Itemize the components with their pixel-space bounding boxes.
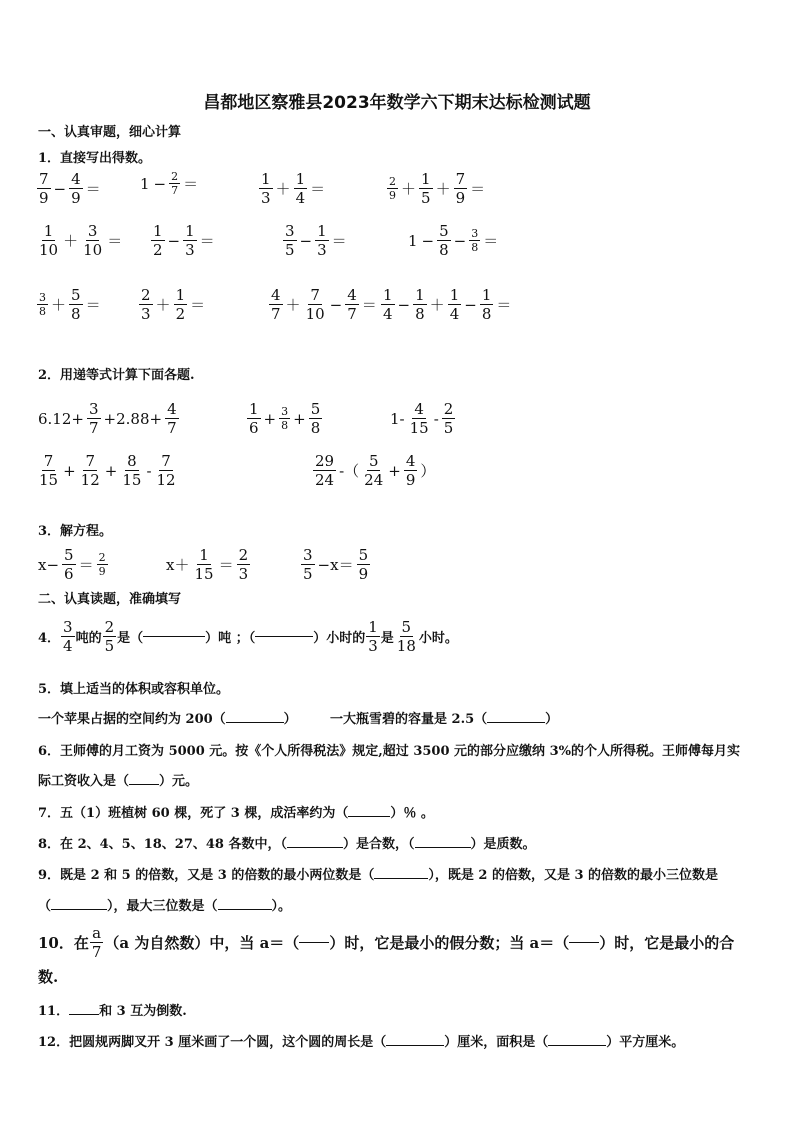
q5-answer-blank-2[interactable] xyxy=(487,722,545,723)
numerator: 3 xyxy=(303,546,313,564)
q2-expr xyxy=(36,400,180,437)
numerator: 2 xyxy=(389,175,396,188)
numerator: 1 xyxy=(421,170,431,188)
q4-text: ）小时的 xyxy=(313,631,366,646)
fraction xyxy=(247,400,261,437)
numerator: 3 xyxy=(88,400,99,418)
operator: ＋ xyxy=(63,232,79,250)
numerator: 3 xyxy=(63,618,73,636)
denominator: 7 xyxy=(91,943,102,961)
numerator: 4 xyxy=(271,286,281,304)
numerator: 2 xyxy=(443,400,454,418)
q1-expr xyxy=(386,170,487,207)
operator: ＝ xyxy=(199,232,215,250)
numerator: 7 xyxy=(85,452,95,470)
q1-expr xyxy=(268,286,379,323)
question-9-line-2 xyxy=(38,895,291,914)
denominator: 9 xyxy=(98,565,106,578)
q1-expr xyxy=(36,170,103,207)
operator: + xyxy=(104,461,118,480)
numerator: 5 xyxy=(368,452,379,470)
fraction xyxy=(37,291,48,318)
denominator: 18 xyxy=(396,637,416,655)
denominator: 3 xyxy=(317,241,327,259)
operator: ＝ xyxy=(183,175,199,193)
fraction xyxy=(81,222,104,259)
operator: ＝ xyxy=(78,556,94,574)
numerator: 5 xyxy=(310,400,321,418)
numerator: 1 xyxy=(185,222,195,240)
operator: − xyxy=(397,295,411,314)
fraction xyxy=(139,286,153,323)
fraction xyxy=(79,452,102,489)
fraction xyxy=(408,400,431,437)
q5-a-end: ） xyxy=(283,712,297,727)
q11-answer-blank[interactable] xyxy=(69,1014,99,1015)
q8-text: 8．在 2、4、5、18、27、48 各数中，（ xyxy=(38,837,288,852)
q4-text: 是 xyxy=(380,631,394,646)
operator: − xyxy=(464,295,477,314)
fraction xyxy=(237,546,251,583)
page-title: 昌都地区察雅县2023年数学六下期末达标检测试题 xyxy=(203,93,591,113)
denominator: 8 xyxy=(39,305,46,318)
operator: ＝ xyxy=(361,296,377,314)
denominator: 9 xyxy=(389,189,396,202)
fraction xyxy=(315,222,329,259)
denominator: 8 xyxy=(281,419,289,432)
numerator: 4 xyxy=(414,400,424,418)
numerator: 1 xyxy=(175,286,186,304)
question-8 xyxy=(38,833,536,852)
numerator: 3 xyxy=(87,222,98,240)
operator: ） xyxy=(420,462,436,480)
denominator: 8 xyxy=(481,305,492,323)
question-4 xyxy=(38,618,458,655)
numerator: 1 xyxy=(43,222,54,240)
section-heading-2: 二、认真读题，准确填写 xyxy=(38,592,182,607)
numerator: 1 xyxy=(199,546,209,564)
fraction xyxy=(259,170,273,207)
numerator: 7 xyxy=(455,170,466,188)
question-11 xyxy=(38,1000,187,1019)
operator: ＝ xyxy=(218,556,234,574)
operator: −x＝ xyxy=(317,556,354,574)
operator: -（ xyxy=(339,462,360,480)
operator: ＋ xyxy=(429,296,445,314)
fraction xyxy=(469,227,480,254)
question-6-line-1: 6．王师傅的月工资为 5000 元。按《个人所得税法》规定,超过 3500 元的部分应缴纳 3%的个人所得税。王师傅每月实 xyxy=(38,744,740,759)
operator: ＝ xyxy=(85,296,101,314)
q4-num: 4． xyxy=(38,631,61,646)
fraction xyxy=(442,400,456,437)
operator: − xyxy=(53,179,67,198)
fraction xyxy=(192,546,215,583)
operator: ＋ xyxy=(51,296,67,314)
numerator: 4 xyxy=(167,400,177,418)
numerator: 1 xyxy=(295,170,306,188)
denominator: 7 xyxy=(271,305,281,323)
q5-answer-blank-1[interactable] xyxy=(226,722,284,723)
operator: − xyxy=(421,231,435,250)
numerator: 5 xyxy=(71,286,81,304)
q2-expr xyxy=(246,400,323,437)
fraction xyxy=(419,170,433,207)
operator: − xyxy=(299,231,313,250)
operator: ＝ xyxy=(483,232,499,250)
question-5-a xyxy=(38,708,297,727)
numerator: 5 xyxy=(64,546,74,564)
numerator: 5 xyxy=(358,546,369,564)
q4-fraction-1 xyxy=(61,618,75,655)
denominator: 2 xyxy=(175,305,186,323)
q10-answer-blank-1[interactable] xyxy=(299,942,329,943)
operator: − xyxy=(167,231,181,250)
fraction xyxy=(413,286,427,323)
q9-text: ），最大三位数是（ xyxy=(107,899,218,914)
q11-text-end: 和 3 互为倒数. xyxy=(99,1004,187,1019)
numerator: 29 xyxy=(315,452,335,470)
denominator: 2 xyxy=(153,241,163,259)
numerator: 1 xyxy=(317,222,327,240)
fraction xyxy=(294,170,308,207)
q1-expr xyxy=(258,170,327,207)
fraction xyxy=(283,222,297,259)
numerator: 3 xyxy=(39,291,46,304)
numerator: 7 xyxy=(161,452,171,470)
fraction xyxy=(69,286,83,323)
q2-expr xyxy=(36,452,179,489)
fraction xyxy=(362,452,385,489)
question-5-b xyxy=(330,708,558,727)
denominator: 9 xyxy=(39,189,49,207)
q9-answer-blank-3[interactable] xyxy=(218,909,272,910)
fraction xyxy=(357,546,371,583)
q8-answer-blank-2[interactable] xyxy=(415,847,471,848)
denominator: 5 xyxy=(303,565,313,583)
q3-expr xyxy=(300,546,371,583)
denominator: 7 xyxy=(171,184,179,197)
denominator: 3 xyxy=(141,305,151,323)
q10-text: （a 为自然数）中，当 a＝（ xyxy=(104,934,300,952)
operator: +2.88+ xyxy=(103,409,163,428)
operator: ＝ xyxy=(190,296,206,314)
numerator: 2 xyxy=(238,546,249,564)
denominator: 24 xyxy=(364,471,384,489)
denominator: 3 xyxy=(185,241,195,259)
operator: ＋ xyxy=(155,296,171,314)
fraction xyxy=(404,452,418,489)
operator: ＝ xyxy=(107,232,123,250)
denominator: 3 xyxy=(238,565,249,583)
operator: x＋ xyxy=(166,556,190,574)
operator: - xyxy=(146,461,152,480)
q4-fraction-2 xyxy=(103,618,117,655)
q12-answer-blank-2[interactable] xyxy=(548,1045,606,1046)
q6-text-end: ）元。 xyxy=(159,774,199,789)
numerator: 1 xyxy=(249,400,259,418)
operator: x− xyxy=(38,555,60,574)
q1-expr xyxy=(138,170,200,197)
operator: 1 xyxy=(140,174,150,193)
operator: 1- xyxy=(390,409,405,428)
operator: ＝ xyxy=(496,296,512,314)
fraction xyxy=(480,286,494,323)
numerator: 5 xyxy=(401,618,412,636)
denominator: 9 xyxy=(71,189,81,207)
q4-text: 是（ xyxy=(117,631,144,646)
operator: − xyxy=(329,295,343,314)
fraction xyxy=(279,405,290,432)
numerator: 4 xyxy=(71,170,81,188)
numerator: 1 xyxy=(261,170,271,188)
q3-expr xyxy=(36,546,109,583)
q11-text: 11． xyxy=(38,1004,70,1019)
q9-text-end: ）。 xyxy=(271,899,292,914)
q12-text-end: ）平方厘米。 xyxy=(606,1035,685,1050)
denominator: 8 xyxy=(71,305,81,323)
numerator: 1 xyxy=(368,618,378,636)
operator: + xyxy=(388,461,401,480)
denominator: 15 xyxy=(122,471,142,489)
fraction xyxy=(69,170,83,207)
numerator: 2 xyxy=(171,170,179,183)
denominator: 9 xyxy=(405,471,416,489)
fraction xyxy=(151,222,165,259)
operator: ＝ xyxy=(331,232,347,250)
fraction xyxy=(37,222,60,259)
denominator: 8 xyxy=(310,419,321,437)
denominator: 8 xyxy=(439,241,449,259)
q10-answer-blank-2[interactable] xyxy=(569,942,599,943)
denominator: 5 xyxy=(443,419,454,437)
numerator: 8 xyxy=(127,452,137,470)
question-9-line-1 xyxy=(38,864,718,883)
q3-expr xyxy=(164,546,251,583)
fraction xyxy=(304,286,327,323)
operator: + xyxy=(263,409,277,428)
q7-answer-blank[interactable] xyxy=(348,816,390,817)
q9-text: 9．既是 2 和 5 的倍数，又是 3 的倍数的最小两位数是（ xyxy=(38,868,375,883)
operator: ＋ xyxy=(435,180,451,198)
q9-answer-blank-2[interactable] xyxy=(51,909,107,910)
q12-text: ）厘米，面积是（ xyxy=(444,1035,549,1050)
denominator: 15 xyxy=(409,419,429,437)
fraction xyxy=(381,286,395,323)
q4-fraction-3 xyxy=(366,618,380,655)
denominator: 4 xyxy=(295,189,306,207)
fraction xyxy=(165,400,179,437)
fraction xyxy=(437,222,451,259)
fraction xyxy=(37,170,51,207)
q1-expr xyxy=(36,222,124,259)
fraction xyxy=(454,170,468,207)
numerator: 1 xyxy=(383,286,393,304)
denominator: 3 xyxy=(368,637,378,655)
fraction xyxy=(313,452,336,489)
numerator: 5 xyxy=(439,222,449,240)
numerator: 7 xyxy=(310,286,320,304)
denominator: 10 xyxy=(83,241,103,259)
denominator: 10 xyxy=(39,241,59,259)
numerator: 1 xyxy=(415,286,425,304)
denominator: 6 xyxy=(64,565,74,583)
fraction xyxy=(97,551,108,578)
q10-text: ）时，它是最小的假分数；当 a＝（ xyxy=(329,934,570,952)
denominator: 7 xyxy=(88,419,99,437)
question-7 xyxy=(38,802,434,821)
operator: ＋ xyxy=(275,180,291,198)
denominator: 7 xyxy=(347,305,357,323)
operator: ＝ xyxy=(85,180,101,198)
denominator: 15 xyxy=(194,565,214,583)
q10-text: ）时，它是最小的合 xyxy=(599,934,735,952)
question-5-label: 5．填上适当的体积或容积单位。 xyxy=(38,682,230,697)
q12-answer-blank-1[interactable] xyxy=(386,1045,444,1046)
numerator: 7 xyxy=(39,170,49,188)
fraction xyxy=(169,170,180,197)
question-6-line-2 xyxy=(38,770,198,789)
denominator: 24 xyxy=(315,471,335,489)
question-2-label: 2．用递等式计算下面各题. xyxy=(38,368,195,383)
operator: 1 xyxy=(408,231,418,250)
numerator: 1 xyxy=(449,286,460,304)
q1-expr xyxy=(36,286,103,323)
numerator: 4 xyxy=(347,286,357,304)
denominator: 9 xyxy=(358,565,369,583)
q4-text: 小时。 xyxy=(418,631,458,646)
operator: ＋ xyxy=(401,180,417,198)
numerator: 2 xyxy=(141,286,151,304)
numerator: a xyxy=(92,924,102,942)
q4-answer-blank-1[interactable] xyxy=(143,636,205,637)
q1-expr xyxy=(282,222,349,259)
fraction xyxy=(301,546,315,583)
denominator: 5 xyxy=(285,241,295,259)
fraction xyxy=(309,400,323,437)
numerator: 2 xyxy=(104,618,115,636)
operator: + xyxy=(293,409,306,428)
q12-text: 12．把圆规两脚叉开 3 厘米画了一个圆，这个圆的周长是（ xyxy=(38,1035,387,1050)
numerator: 4 xyxy=(405,452,416,470)
operator: − xyxy=(453,231,467,250)
q10-text: 10．在 xyxy=(38,934,89,952)
denominator: 8 xyxy=(471,241,479,254)
q8-text: ）是合数，（ xyxy=(343,837,415,852)
fraction xyxy=(120,452,143,489)
denominator: 4 xyxy=(449,305,460,323)
denominator: 10 xyxy=(305,305,325,323)
operator: − xyxy=(153,174,167,193)
q1-expr xyxy=(406,222,500,259)
denominator: 5 xyxy=(421,189,431,207)
operator: 6.12+ xyxy=(38,409,84,428)
section-heading-1: 一、认真审题，细心计算 xyxy=(38,125,182,140)
q5-b-end: ） xyxy=(545,712,559,727)
q9-text: ），既是 2 的倍数，又是 3 的倍数的最小三位数是 xyxy=(428,868,719,883)
question-10-line-2: 数. xyxy=(38,968,59,986)
q1-expr xyxy=(150,222,217,259)
numerator: 1 xyxy=(481,286,492,304)
fraction xyxy=(62,546,76,583)
q1-expr xyxy=(138,286,207,323)
question-3-label: 3．解方程。 xyxy=(38,524,113,539)
numerator: 3 xyxy=(285,222,295,240)
denominator: 3 xyxy=(261,189,271,207)
q7-text-end: ）％ 。 xyxy=(390,806,434,821)
numerator: 3 xyxy=(471,227,479,240)
operator: ＋ xyxy=(285,296,301,314)
fraction xyxy=(269,286,283,323)
denominator: 12 xyxy=(80,471,100,489)
q6-text: 际工资收入是（ xyxy=(38,774,130,789)
denominator: 7 xyxy=(167,419,177,437)
fraction xyxy=(387,175,398,202)
fraction xyxy=(183,222,197,259)
q9-answer-blank-1[interactable] xyxy=(374,878,428,879)
question-10-line-1 xyxy=(38,924,734,961)
q5-a-text: 一个苹果占据的空间约为 200（ xyxy=(38,712,226,727)
denominator: 8 xyxy=(415,305,425,323)
operator: + xyxy=(63,461,76,480)
fraction xyxy=(448,286,462,323)
denominator: 6 xyxy=(249,419,259,437)
q4-text: ）吨 ；（ xyxy=(205,631,256,646)
fraction xyxy=(155,452,178,489)
denominator: 5 xyxy=(104,637,115,655)
denominator: 15 xyxy=(39,471,59,489)
question-12 xyxy=(38,1031,684,1050)
denominator: 4 xyxy=(63,637,73,655)
numerator: 1 xyxy=(153,222,163,240)
q4-text: 吨的 xyxy=(75,631,102,646)
question-1-label: 1．直接写出得数。 xyxy=(38,151,152,166)
operator: ＝ xyxy=(310,180,326,198)
operator: ＝ xyxy=(470,180,486,198)
q6-answer-blank[interactable] xyxy=(129,784,159,785)
q5-b-text: 一大瓶雪碧的容量是 2.5（ xyxy=(330,712,488,727)
fraction xyxy=(345,286,359,323)
q8-text-end: ）是质数。 xyxy=(470,837,536,852)
q9-text: （ xyxy=(38,899,52,914)
fraction xyxy=(37,452,60,489)
denominator: 9 xyxy=(455,189,466,207)
fraction xyxy=(87,400,101,437)
q1-expr xyxy=(380,286,513,323)
q4-fraction-4 xyxy=(395,618,418,655)
q8-answer-blank-1[interactable] xyxy=(287,847,343,848)
q7-text: 7．五（1）班植树 60 棵，死了 3 棵，成活率约为（ xyxy=(38,806,349,821)
q4-answer-blank-2[interactable] xyxy=(255,636,313,637)
numerator: 2 xyxy=(98,551,106,564)
operator: - xyxy=(433,409,439,428)
numerator: 7 xyxy=(43,452,54,470)
numerator: 3 xyxy=(281,405,289,418)
q10-fraction xyxy=(90,924,104,961)
denominator: 4 xyxy=(383,305,393,323)
fraction xyxy=(174,286,188,323)
denominator: 12 xyxy=(156,471,176,489)
q2-expr xyxy=(388,400,456,437)
q2-expr xyxy=(312,452,437,489)
